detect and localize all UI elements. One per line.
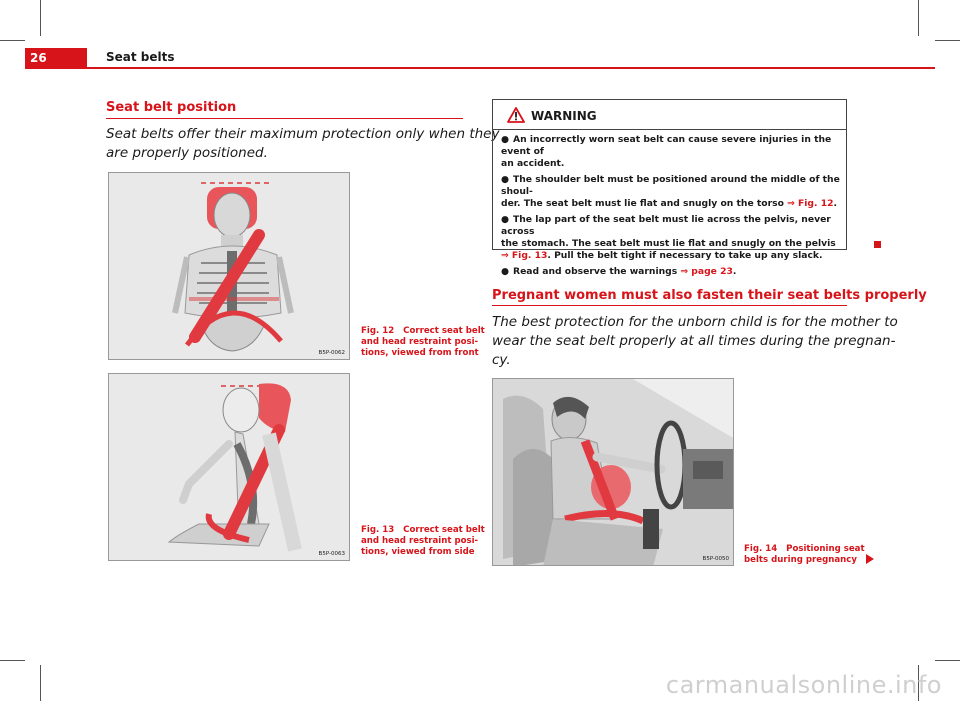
bullet: ● [501,174,510,185]
caption-text: Correct seat belt [403,326,485,336]
warning-line [501,198,841,210]
warning-line: an accident. [501,158,565,169]
warning-item [501,134,841,170]
warning-line [501,134,841,158]
bullet: ● [501,266,510,277]
section-heading-rule [492,305,847,306]
bullet: ● [501,134,510,145]
warning-title: WARNING [531,109,597,123]
section-intro-line: wear the seat belt properly at all times during the pregnan- [492,333,896,349]
page-number-text: 26 [30,51,47,65]
caption-fig-number: Fig. 14 [744,544,778,554]
header-rule [25,67,935,69]
skeleton-front-illustration [109,173,350,360]
figure-14-caption [744,544,865,566]
chapter-title: Seat belts [106,50,175,64]
caption-fig-number: Fig. 13 [361,525,395,535]
warning-line [501,266,841,278]
crop-mark [0,40,25,41]
warning-item [501,214,841,262]
figure-code: B5P-0050 [702,556,729,562]
caption-line: tions, viewed from side [361,547,475,557]
caption-line: belts during pregnancy [744,555,857,565]
section-end-mark [874,241,881,248]
warning-list [501,134,841,282]
cross-reference-link[interactable]: ⇒ page 23 [680,266,733,277]
section-intro-line: cy. [492,352,511,368]
figure-12-caption [361,326,485,359]
warning-header [493,100,846,130]
caption-line: and head restraint posi- [361,536,479,546]
continue-arrow-icon [866,554,874,564]
caption-line: and head restraint posi- [361,337,479,347]
section-intro-line: The best protection for the unborn child is for the mother to [492,314,898,330]
pregnant-driver-illustration [493,379,734,566]
watermark: carmanualsonline.info [665,671,942,699]
caption-line: tions, viewed from front [361,348,479,358]
caption-line [744,544,865,555]
section-intro-line: Seat belts offer their maximum protection only when they [106,126,500,142]
section-heading-rule [106,118,463,119]
crop-mark [0,660,25,661]
caption-text: Correct seat belt [403,525,485,535]
warning-text: . [833,198,837,209]
warning-text: An incorrectly worn seat belt can cause severe injuries in the event of [501,134,832,157]
warning-line [501,174,841,198]
crop-mark [935,40,960,41]
figure-code: B5P-0063 [318,551,345,557]
section-intro-line: are properly positioned. [106,145,268,161]
crop-mark [40,0,41,36]
skeleton-side-illustration [109,374,350,561]
warning-line [501,214,841,238]
figure-14-pregnancy-seatbelt [492,378,734,566]
warning-line [501,250,841,262]
warning-triangle-icon [507,107,525,123]
section-heading-seat-belt-position: Seat belt position [106,100,237,115]
crop-mark [918,0,919,36]
figure-13-caption [361,525,485,558]
warning-text: . Pull the belt tight if necessary to take up any slack. [547,250,823,261]
warning-line: the stomach. The seat belt must lie flat and snugly on the pelvis [501,238,836,249]
warning-text: Read and observe the warnings [513,266,681,277]
caption-line [361,326,485,337]
warning-item [501,174,841,210]
figure-12-seatbelt-front [108,172,350,360]
cross-reference-link[interactable]: ⇒ Fig. 12 [787,198,834,209]
caption-text: Positioning seat [786,544,865,554]
warning-text: The lap part of the seat belt must lie across the pelvis, never across [501,214,831,237]
caption-fig-number: Fig. 12 [361,326,395,336]
caption-line [361,525,485,536]
figure-13-seatbelt-side [108,373,350,561]
section-heading-pregnant-women: Pregnant women must also fasten their seat belts properly [492,288,927,303]
cross-reference-link[interactable]: ⇒ Fig. 13 [501,250,548,261]
warning-item [501,266,841,278]
crop-mark [935,660,960,661]
warning-text: der. The seat belt must lie flat and snugly on the torso [501,198,788,209]
page-number [25,48,87,68]
warning-text: The shoulder belt must be positioned around the middle of the shoul- [501,174,840,197]
warning-box [492,99,847,277]
warning-text: . [732,266,737,277]
crop-mark [40,665,41,701]
figure-code: B5P-0062 [318,350,345,356]
bullet: ● [501,214,510,225]
